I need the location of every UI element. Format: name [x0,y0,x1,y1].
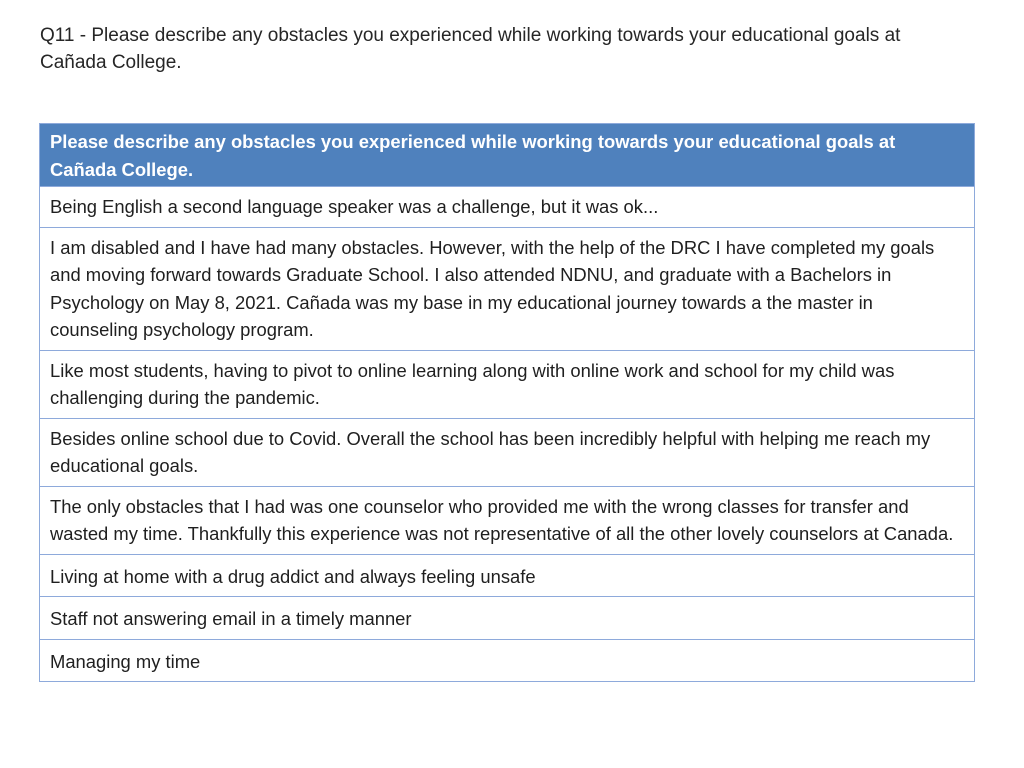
slide-title: Q11 - Please describe any obstacles you experienced while working towards your educational goals at Cañada College. [40,25,901,73]
response-cell: Managing my time [40,639,975,682]
table-row [40,639,975,682]
table-header-cell: Please describe any obstacles you experienced while working towards your educational goals at Cañada College. [40,124,975,187]
response-cell: Besides online school due to Covid. Overall the school has been incredibly helpful with helping me reach my educational goals. [40,418,975,486]
response-cell: Like most students, having to pivot to online learning along with online work and school for my child was challenging during the pandemic. [40,350,975,418]
response-cell: The only obstacles that I had was one counselor who provided me with the wrong classes for transfer and wasted my time. Thankfully this experience was not representative of all the other lovely counselors at Canada. [40,486,975,554]
table-row [40,554,975,597]
table-row [40,486,975,554]
table-row [40,187,975,228]
table-row [40,597,975,640]
table-header-row [40,124,975,187]
response-cell: Being English a second language speaker was a challenge, but it was ok... [40,187,975,228]
response-cell: Living at home with a drug addict and always feeling unsafe [40,554,975,597]
table-row [40,227,975,350]
table-row [40,350,975,418]
table-row [40,418,975,486]
response-cell: I am disabled and I have had many obstacles. However, with the help of the DRC I have completed my goals and moving forward towards Graduate School. I also attended NDNU, and graduate with a Bachelors in Psychology on May 8, 2021. Cañada was my base in my educational journey towards a the master in counseling psychology program. [40,227,975,350]
response-cell: Staff not answering email in a timely manner [40,597,975,640]
responses-table [39,123,975,682]
